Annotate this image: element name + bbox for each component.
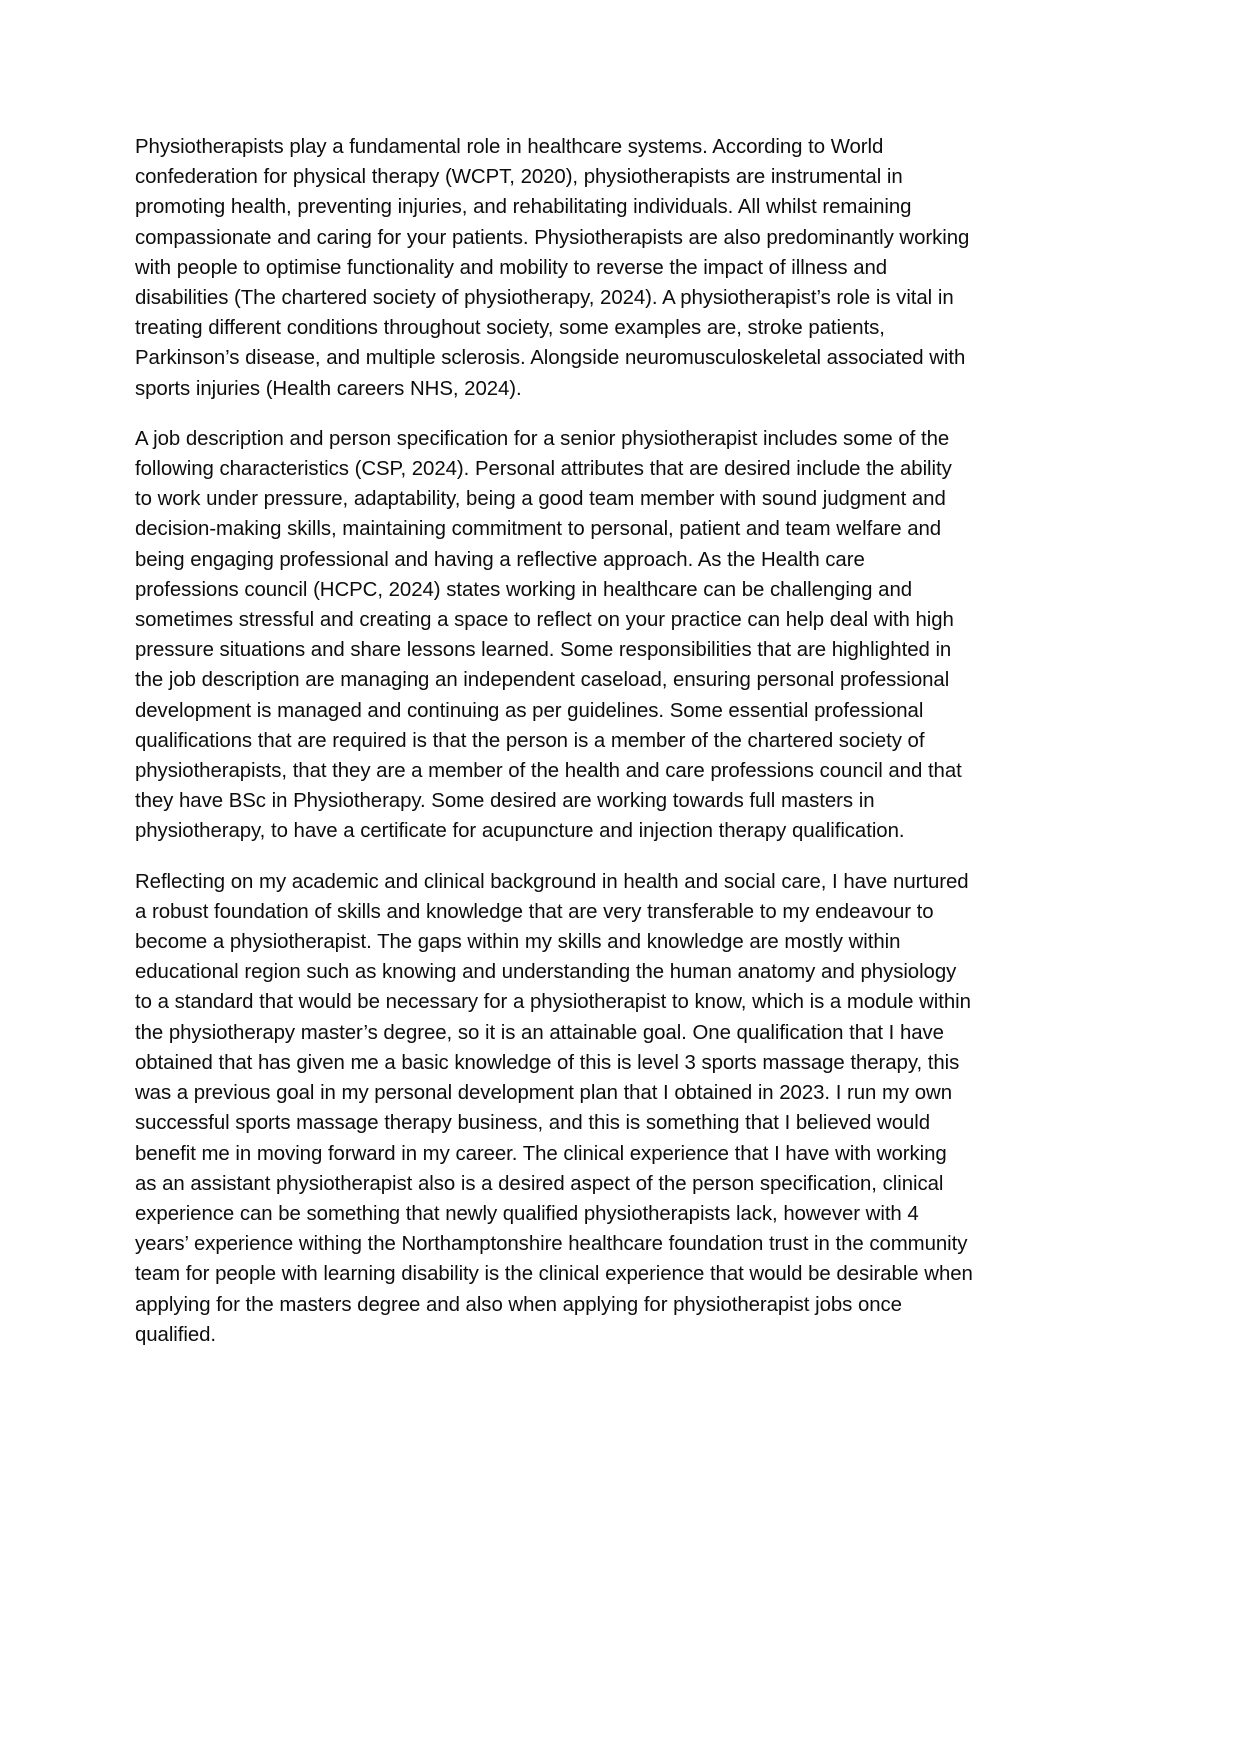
paragraph-job-description-person-specification: A job description and person specification for a senior physiotherapist includes some of the following characteristics (CSP, 2024). Personal attributes that are desired include the ability to work under pressure, adaptability, being a good team member with sound judgment and decision-making skills, maintaining commitment to personal, patient and team welfare and being engaging professional and having a reflective approach. As the Health care professions council (HCPC, 2024) states working in healthcare can be challenging and sometimes stressful and creating a space to reflect on your practice can help deal with high pressure situations and share lessons learned. Some responsibilities that are highlighted in the job description are managing an independent caseload, ensuring personal professional development is managed and continuing as per guidelines. Some essential professional qualifications that are required is that the person is a member of the chartered society of physiotherapists, that they are a member of the health and care professions council and that they have BSc in Physiotherapy. Some desired are working towards full masters in physiotherapy, to have a certificate for acupuncture and injection therapy qualification. — [135, 427, 962, 843]
paragraph-personal-reflection-skills-gaps: Reflecting on my academic and clinical background in health and social care, I have nurtured a robust foundation of skills and knowledge that are very transferable to my endeavour to become a physiotherapist. The gaps within my skills and knowledge are mostly within educational region such as knowing and understanding the human anatomy and physiology to a standard that would be necessary for a physiotherapist to know, which is a module within the physiotherapy master’s degree, so it is an attainable goal. One qualification that I have obtained that has given me a basic knowledge of this is level 3 sports massage therapy, this was a previous goal in my personal development plan that I obtained in 2023. I run my own successful sports massage therapy business, and this is something that I believed would benefit me in moving forward in my career. The clinical experience that I have with working as an assistant physiotherapist also is a desired aspect of the person specification, clinical experience can be something that newly qualified physiotherapists lack, however with 4 years’ experience withing the Northamptonshire healthcare foundation trust in the community team for people with learning disability is the clinical experience that would be desirable when applying for the masters degree and also when applying for physiotherapist jobs once qualified. — [135, 870, 973, 1346]
paragraph-introduction-physiotherapy-role: Physiotherapists play a fundamental role in healthcare systems. According to World confederation for physical therapy (WCPT, 2020), physiotherapists are instrumental in promoting health, preventing injuries, and rehabilitating individuals. All whilst remaining compassionate and caring for your patients. Physiotherapists are also predominantly working with people to optimise functionality and mobility to reverse the impact of illness and disabilities (The chartered society of physiotherapy, 2024). A physiotherapist’s role is vital in treating different conditions throughout society, some examples are, stroke patients, Parkinson’s disease, and multiple sclerosis. Alongside neuromusculoskeletal associated with sports injuries (Health careers NHS, 2024). — [135, 136, 970, 400]
document-text-body — [135, 132, 973, 1350]
